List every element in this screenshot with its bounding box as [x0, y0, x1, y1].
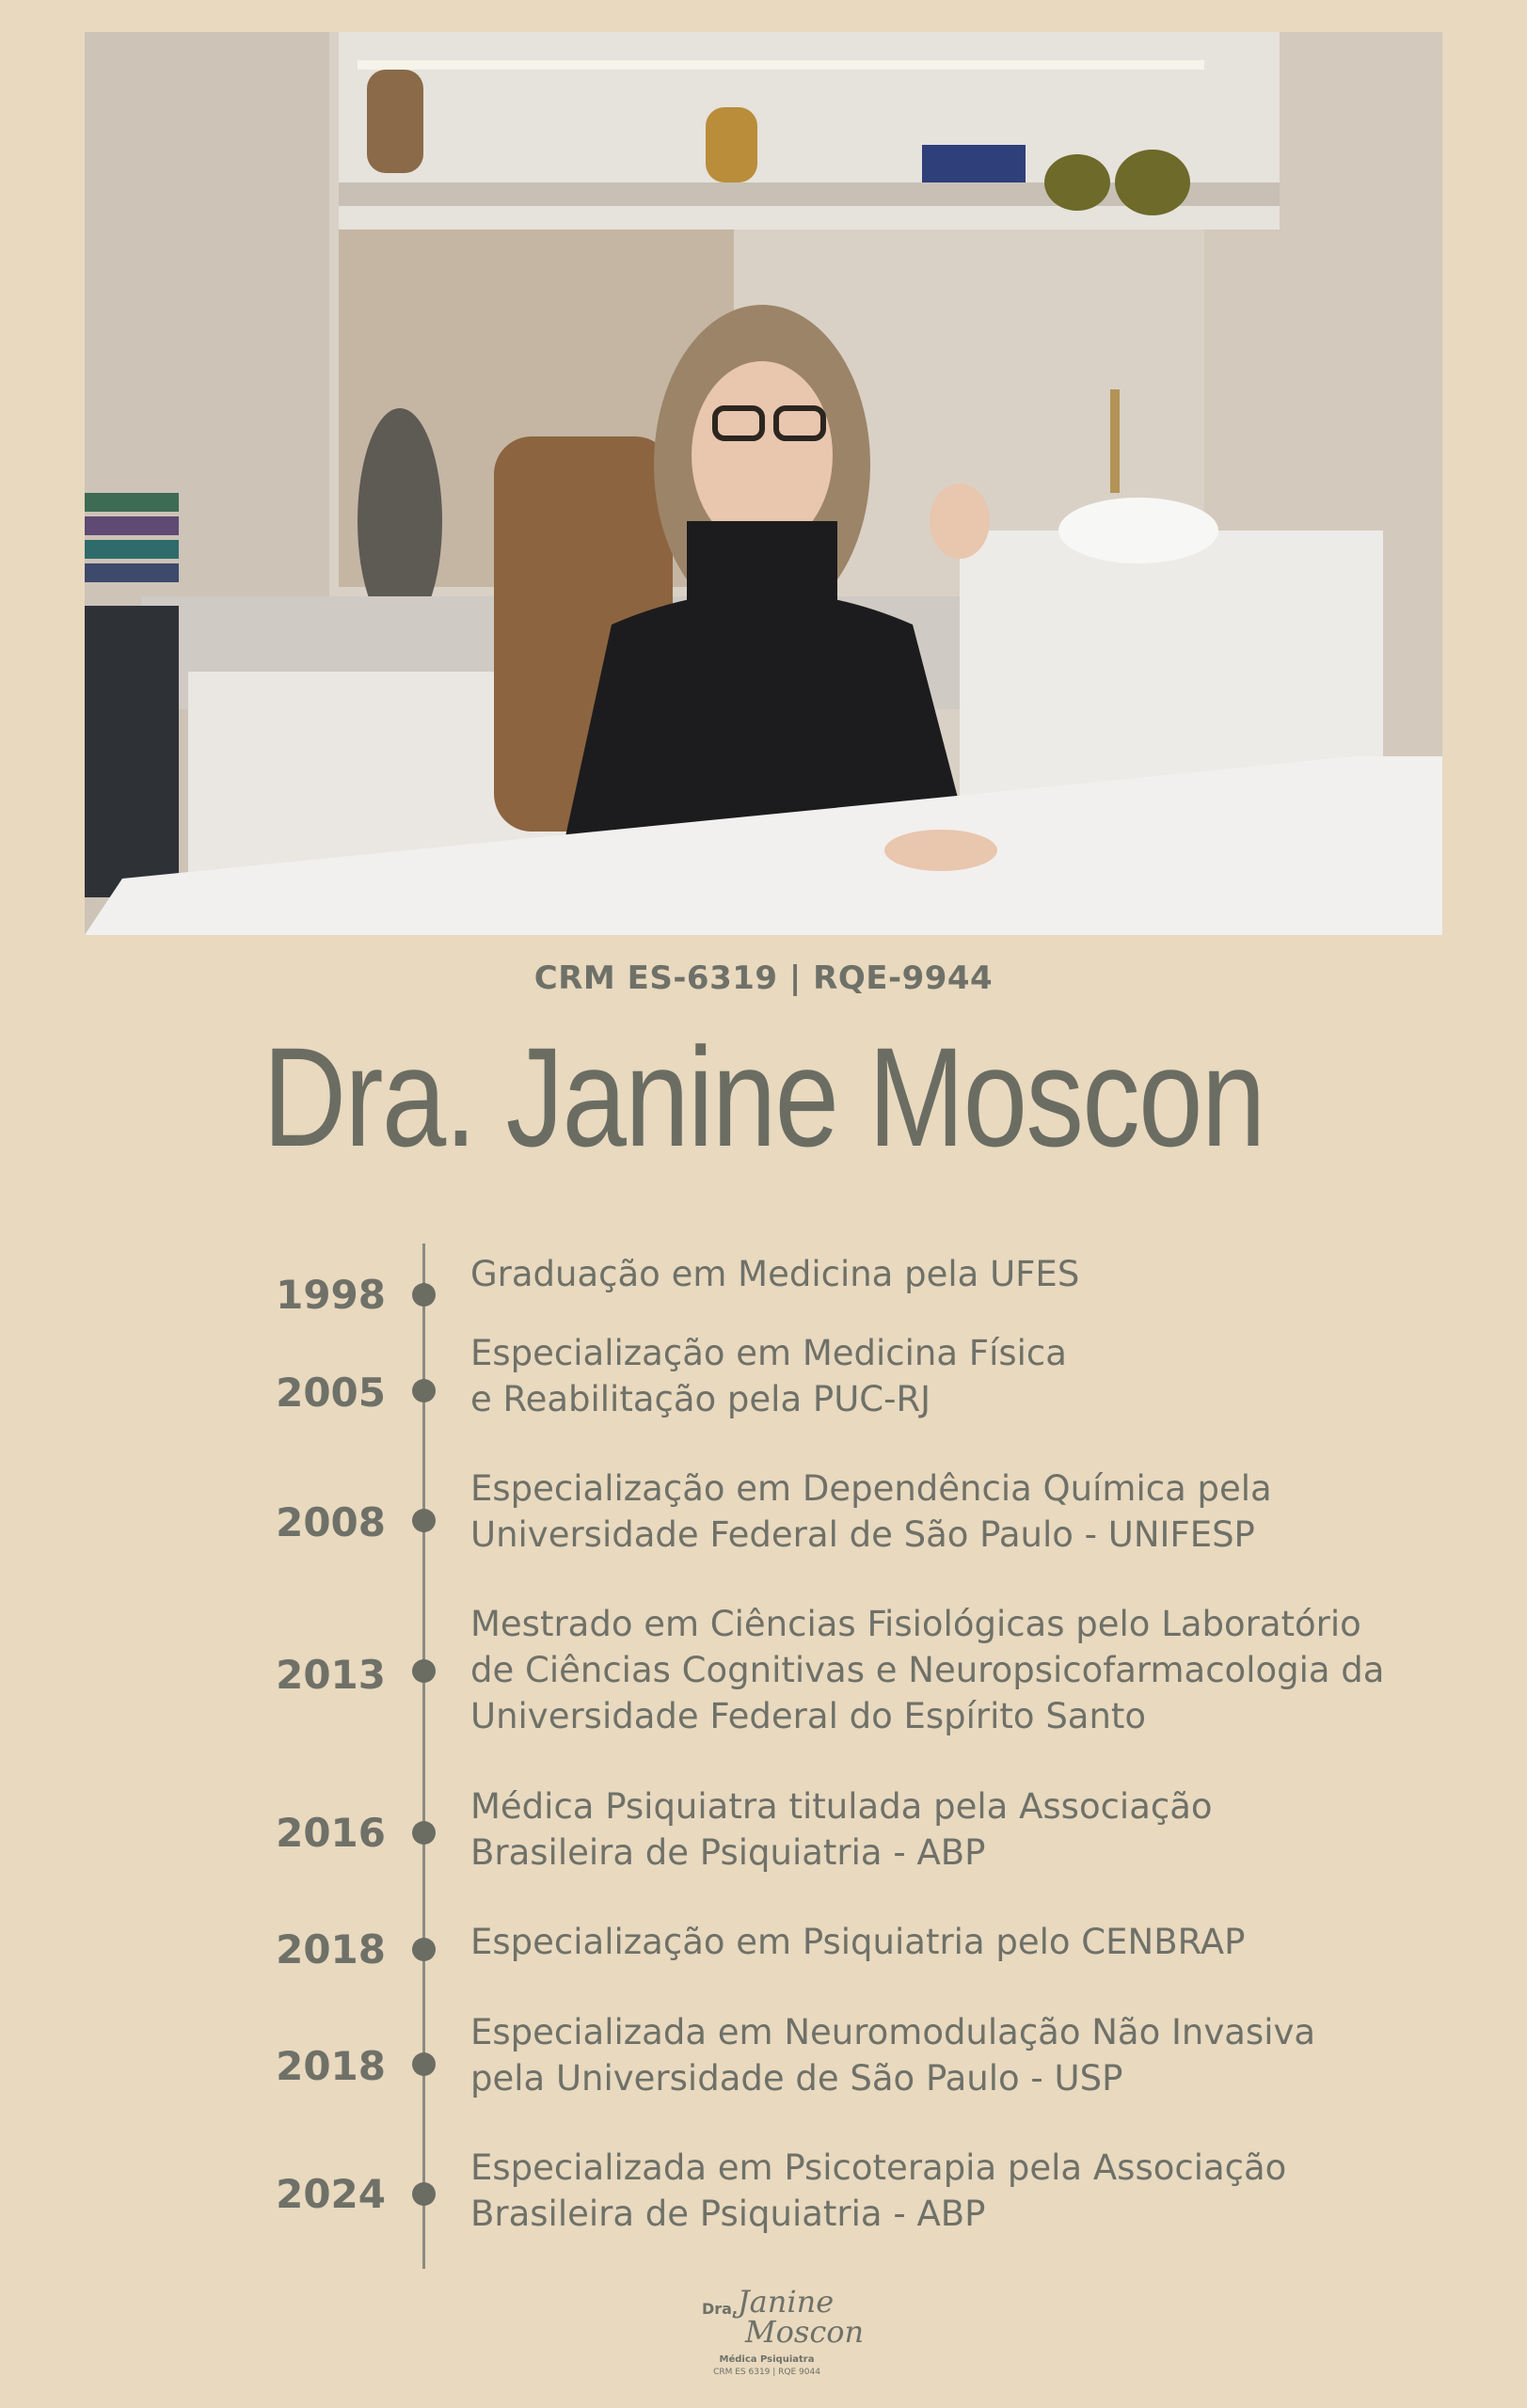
timeline-dot	[412, 1821, 436, 1845]
timeline-description	[470, 2009, 1411, 2101]
logo-script	[659, 2284, 875, 2350]
office-scene-illustration	[85, 32, 1442, 935]
timeline-description	[470, 2145, 1411, 2237]
timeline-description	[470, 1783, 1411, 1876]
timeline-description	[470, 1919, 1411, 1965]
timeline-year: 2018	[276, 2043, 386, 2089]
timeline-year: 2013	[276, 1652, 386, 1698]
timeline-description	[470, 1465, 1411, 1558]
logo-script-last: Moscon	[744, 2314, 865, 2350]
timeline-description-line: Especialização em Dependência Química pela	[470, 1468, 1272, 1509]
timeline-year: 2016	[276, 1810, 386, 1856]
timeline-year: 2024	[276, 2171, 386, 2217]
timeline-description-line: Universidade Federal de São Paulo - UNIFESP	[470, 1514, 1255, 1555]
timeline-description-line: Mestrado em Ciências Fisiológicas pelo Laboratório	[470, 1604, 1361, 1644]
profile-photo	[85, 32, 1442, 935]
timeline-description	[470, 1330, 1411, 1422]
timeline-dot	[412, 1659, 436, 1683]
timeline-description-line: Especialização em Psiquiatria pelo CENBRAP	[470, 1922, 1246, 1962]
logo-registry: CRM ES 6319 | RQE 9044	[713, 2368, 820, 2377]
timeline-dot	[412, 2052, 436, 2076]
timeline-description-line: Médica Psiquiatra titulada pela Associação	[470, 1786, 1213, 1827]
logo-script-first: Janine	[737, 2284, 835, 2320]
timeline-dot	[412, 1509, 436, 1532]
timeline-description-line: e Reabilitação pela PUC-RJ	[470, 1379, 931, 1419]
timeline-description-line: Brasileira de Psiquiatria - ABP	[470, 2194, 986, 2234]
timeline-description	[470, 1251, 1411, 1297]
timeline-description-line: Graduação em Medicina pela UFES	[470, 1254, 1080, 1294]
timeline-dot	[412, 1283, 436, 1307]
timeline-year: 2008	[276, 1499, 386, 1545]
timeline-description-line: Universidade Federal do Espírito Santo	[470, 1696, 1147, 1736]
timeline-description	[470, 1601, 1411, 1739]
logo-role: Médica Psiquiatra	[719, 2354, 815, 2365]
timeline-dot	[412, 1938, 436, 1961]
timeline-description-line: Especialização em Medicina Física	[470, 1333, 1067, 1373]
doctor-name-title: Dra. Janine Moscon	[262, 1018, 1265, 1176]
timeline-description-line: Especializada em Neuromodulação Não Invasiva	[470, 2012, 1316, 2052]
timeline-description-line: Especializada em Psicoterapia pela Associação	[470, 2147, 1287, 2188]
logo-prefix: Dra.	[702, 2300, 739, 2318]
timeline-year: 1998	[276, 1272, 386, 1318]
timeline-description-line: pela Universidade de São Paulo - USP	[470, 2058, 1123, 2099]
brand-logo	[659, 2281, 875, 2384]
timeline-dot	[412, 2182, 436, 2206]
timeline-description-line: de Ciências Cognitivas e Neuropsicofarmacologia da	[470, 1650, 1385, 1690]
timeline-year: 2018	[276, 1926, 386, 1972]
timeline-description-line: Brasileira de Psiquiatria - ABP	[470, 1832, 986, 1873]
timeline-dot	[412, 1379, 436, 1402]
credentials-label: CRM ES-6319 | RQE-9944	[533, 959, 994, 997]
timeline-year: 2005	[276, 1370, 386, 1416]
